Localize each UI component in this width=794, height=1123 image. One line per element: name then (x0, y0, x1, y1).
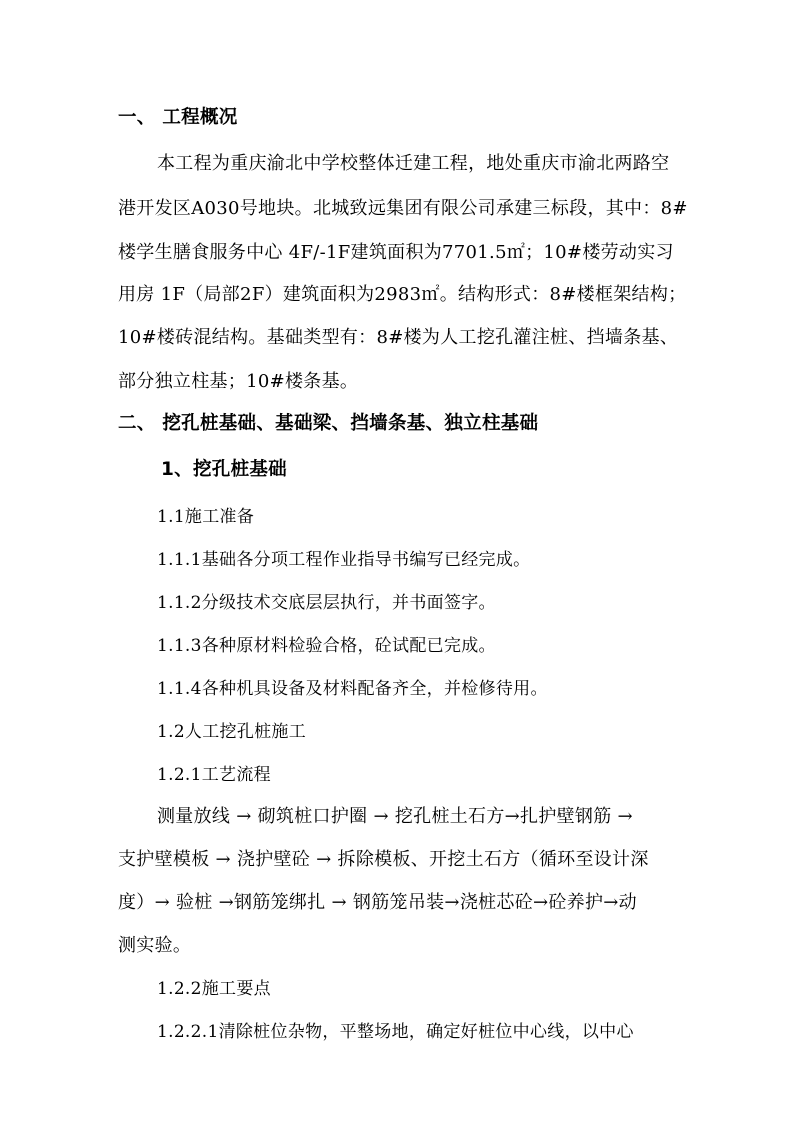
process-flow-line: 支护壁模板 → 浇护壁砼 → 拆除模板、开挖土石方（循环至设计深 (118, 849, 649, 870)
outline-item: 1.2.2.1清除桩位杂物，平整场地，确定好桩位中心线，以中心 (157, 1022, 634, 1042)
outline-item: 1.1.1基础各分项工程作业指导书编写已经完成。 (157, 550, 531, 570)
paragraph-line: 10#楼砖混结构。基础类型有：8#楼为人工挖孔灌注桩、挡墙条基、 (118, 327, 679, 348)
paragraph-line: 楼学生膳食服务中心 4F/-1F建筑面积为7701.5㎡；10#楼劳动实习 (118, 242, 674, 263)
outline-item: 1.2人工挖孔桩施工 (157, 722, 307, 742)
paragraph-line: 本工程为重庆渝北中学校整体迁建工程，地处重庆市渝北两路空 (157, 153, 670, 174)
paragraph-line: 用房 1F（局部2F）建筑面积为2983㎡。结构形式：8#楼框架结构； (118, 284, 687, 305)
process-flow-line: 度）→ 验桩 →钢筋笼绑扎 → 钢筋笼吊装→浇桩芯砼→砼养护→动 (118, 892, 637, 913)
section-heading-overview: 一、 工程概况 (118, 107, 238, 128)
outline-item: 1.2.1工艺流程 (157, 765, 271, 785)
outline-item: 1.1.3各种原材料检验合格，砼试配已完成。 (157, 636, 496, 656)
paragraph-line: 部分独立柱基；10#楼条基。 (118, 371, 359, 392)
outline-item: 1.1施工准备 (157, 507, 255, 527)
outline-item: 1.1.2分级技术交底层层执行，并书面签字。 (157, 593, 496, 613)
subsection-heading: 1、挖孔桩基础 (161, 459, 287, 480)
outline-item: 1.1.4各种机具设备及材料配备齐全，并检修待用。 (157, 679, 548, 699)
outline-item: 1.2.2施工要点 (157, 979, 271, 999)
paragraph-line: 港开发区A030号地块。北城致远集团有限公司承建三标段，其中：8# (118, 198, 688, 219)
process-flow-line: 测实验。 (118, 935, 192, 956)
process-flow-line: 测量放线 → 砌筑桩口护圈 → 挖孔桩土石方→扎护壁钢筋 → (157, 806, 633, 827)
section-heading-foundations: 二、 挖孔桩基础、基础梁、挡墙条基、独立柱基础 (118, 413, 539, 434)
